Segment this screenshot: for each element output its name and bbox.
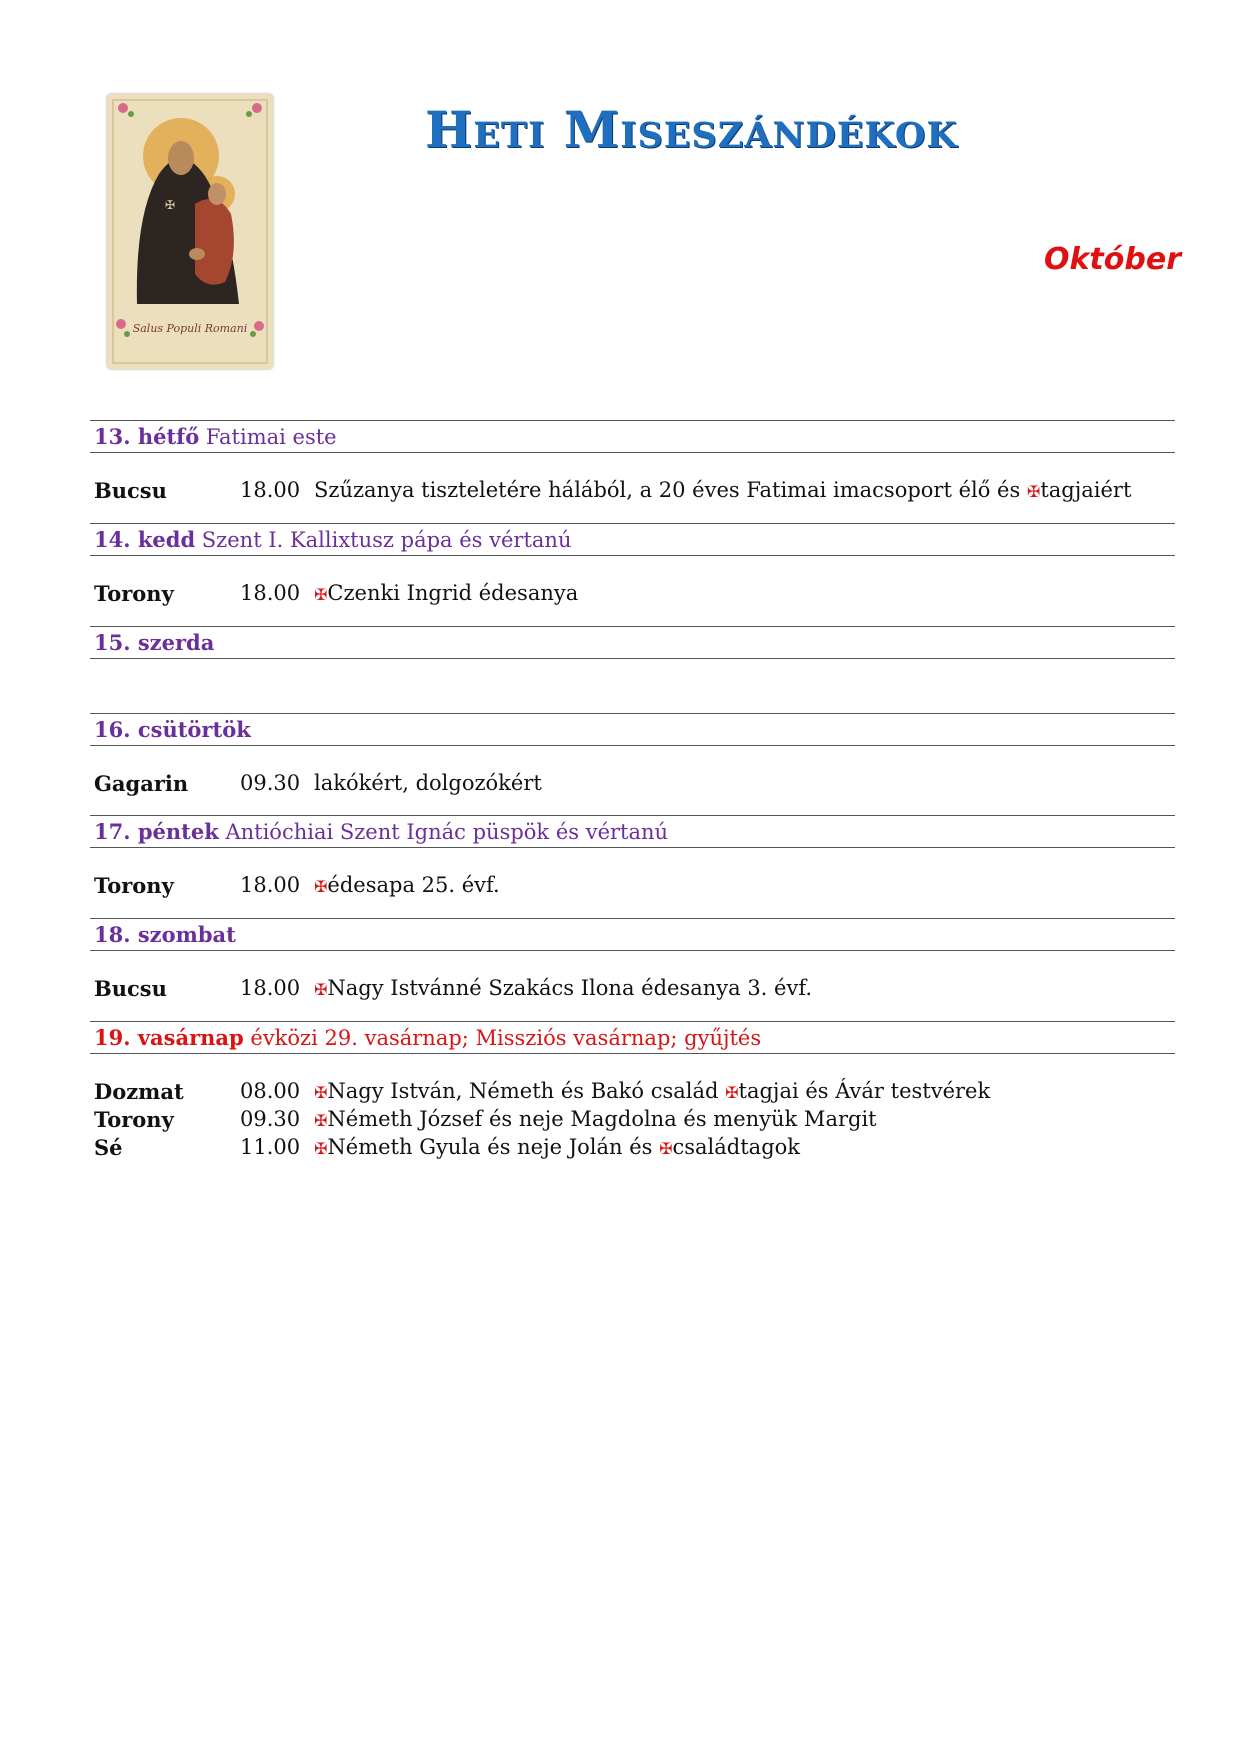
day-label: 18. szombat xyxy=(94,922,236,947)
mass-location: Torony xyxy=(94,873,174,898)
day-header xyxy=(90,815,1175,848)
intention-text: Szűzanya tiszteletére hálából, a 20 éves Fatimai imacsoport élő és xyxy=(314,478,1027,502)
day-entries xyxy=(90,746,1175,815)
cross-icon: ✠ xyxy=(659,1139,673,1158)
svg-text:✠: ✠ xyxy=(165,198,176,212)
intention-text: Czenki Ingrid édesanya xyxy=(327,581,579,605)
day-label: 19. vasárnap xyxy=(94,1025,244,1050)
mass-time: 11.00 xyxy=(240,1135,301,1159)
day-label: 16. csütörtök xyxy=(94,717,251,742)
mass-time: 09.30 xyxy=(240,1107,301,1131)
intention-text: Nagy Istvánné Szakács Ilona édesanya 3. évf. xyxy=(327,976,813,1000)
day-label: 15. szerda xyxy=(94,630,215,655)
day-entries xyxy=(90,848,1175,918)
image-caption: Salus Populi Romani xyxy=(132,322,248,335)
day-header xyxy=(90,420,1175,453)
day-entries xyxy=(90,453,1175,523)
day-label: 13. hétfő xyxy=(94,424,200,449)
cross-icon: ✠ xyxy=(314,980,328,999)
mass-intention xyxy=(314,1134,800,1162)
mass-intention xyxy=(314,580,578,608)
feast-name: Antióchiai Szent Ignác püspök és vértanú xyxy=(218,820,669,844)
feast-name: évközi 29. vasárnap; Missziós vasárnap; gyűjtés xyxy=(243,1026,762,1050)
intention-text: tagjaiért xyxy=(1040,478,1132,502)
day-header xyxy=(90,918,1175,951)
mass-location: Sé xyxy=(94,1135,123,1160)
day-header xyxy=(90,1021,1175,1054)
cross-icon: ✠ xyxy=(314,1111,328,1130)
mass-location: Gagarin xyxy=(94,771,189,796)
feast-name: Szent I. Kallixtusz pápa és vértanú xyxy=(195,528,572,552)
page-title: Heti Miseszándékok xyxy=(425,100,958,159)
day-entries xyxy=(90,659,1175,713)
day-entries xyxy=(90,951,1175,1021)
feast-name: Fatimai este xyxy=(199,425,337,449)
mass-location: Bucsu xyxy=(94,478,167,503)
mass-entry xyxy=(94,1106,1175,1134)
mass-time: 18.00 xyxy=(240,976,301,1000)
intention-text: lakókért, dolgozókért xyxy=(314,771,542,795)
cross-icon: ✠ xyxy=(314,585,328,604)
day-header xyxy=(90,713,1175,746)
mass-intention xyxy=(314,872,500,900)
mass-time: 08.00 xyxy=(240,1079,301,1103)
day-label: 17. péntek xyxy=(94,819,219,844)
intention-text: Nagy István, Németh és Bakó család xyxy=(327,1079,726,1103)
mass-time: 18.00 xyxy=(240,478,301,502)
mass-time: 18.00 xyxy=(240,581,301,605)
cross-icon: ✠ xyxy=(314,877,328,896)
mass-location: Bucsu xyxy=(94,976,167,1001)
mass-intention xyxy=(314,1106,877,1134)
intention-text: édesapa 25. évf. xyxy=(327,873,500,897)
intention-text: Németh József és neje Magdolna és menyük Margit xyxy=(327,1107,877,1131)
mass-schedule xyxy=(90,420,1175,1180)
madonna-icon-image xyxy=(107,94,273,369)
intention-text: tagjai és Ávár testvérek xyxy=(738,1079,991,1103)
cross-icon: ✠ xyxy=(1026,482,1041,501)
mass-intention xyxy=(314,477,1131,505)
cross-icon: ✠ xyxy=(314,1139,328,1158)
mass-time: 09.30 xyxy=(240,771,301,795)
day-header xyxy=(90,523,1175,556)
day-entries xyxy=(90,556,1175,626)
mass-location: Dozmat xyxy=(94,1079,184,1104)
mass-location: Torony xyxy=(94,1107,174,1132)
mass-intention xyxy=(314,975,812,1003)
day-header xyxy=(90,626,1175,659)
mass-entry xyxy=(94,872,1175,900)
cross-icon: ✠ xyxy=(725,1083,739,1102)
mass-intention xyxy=(314,1078,990,1106)
salus-populi-romani-icon xyxy=(107,94,273,369)
intention-text: családtagok xyxy=(672,1135,801,1159)
intention-text: Németh Gyula és neje Jolán és xyxy=(327,1135,660,1159)
day-label: 14. kedd xyxy=(94,527,196,552)
mass-location: Torony xyxy=(94,581,174,606)
mass-time: 18.00 xyxy=(240,873,301,897)
mass-entry xyxy=(94,770,1175,797)
mass-entry xyxy=(94,1078,1175,1106)
mass-entry xyxy=(94,477,1175,505)
cross-icon: ✠ xyxy=(314,1083,328,1102)
mass-entry xyxy=(94,975,1175,1003)
month-label: Október xyxy=(1043,242,1181,277)
mass-entry xyxy=(94,580,1175,608)
mass-intention xyxy=(314,770,542,797)
day-entries xyxy=(90,1054,1175,1180)
mass-entry xyxy=(94,1134,1175,1162)
